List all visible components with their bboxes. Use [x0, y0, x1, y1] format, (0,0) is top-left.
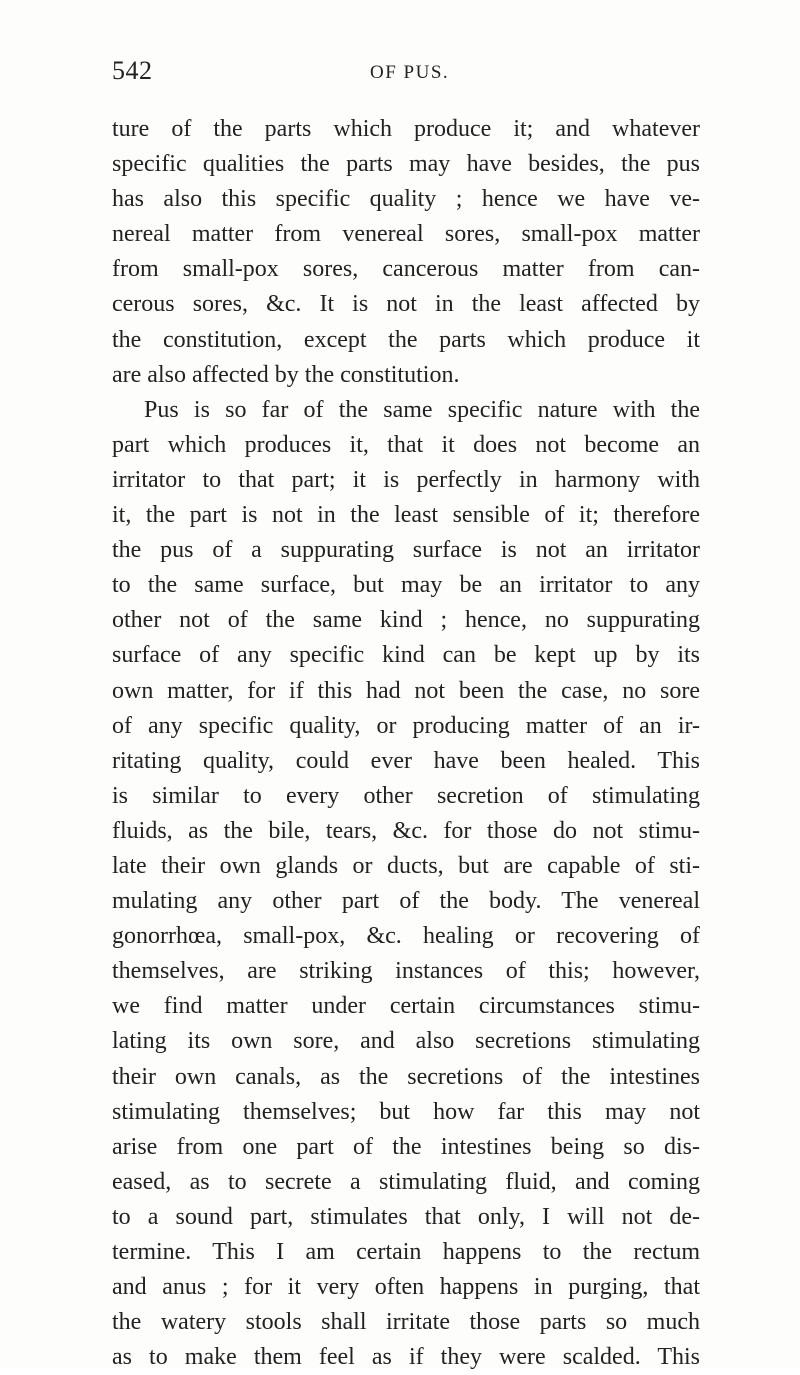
text-line: mulating any other part of the body. The venereal — [112, 888, 700, 915]
text-line: own matter, for if this had not been the case, no sore — [112, 677, 700, 704]
text-line: is similar to every other secretion of stimulating — [112, 782, 700, 809]
text-line: nereal matter from venereal sores, small-pox matter — [112, 221, 700, 248]
text-line: to the same surface, but may be an irritator to any — [112, 572, 700, 599]
text-line: part which produces it, that it does not become an — [112, 431, 700, 458]
text-line: has also this specific quality ; hence we have ve- — [112, 186, 700, 213]
text-line: it, the part is not in the least sensible of it; therefore — [112, 502, 700, 529]
text-line: ritating quality, could ever have been healed. This — [112, 747, 700, 774]
text-line: termine. This I am certain happens to the rectum — [112, 1239, 700, 1265]
text-line: arise from one part of the intestines being so dis- — [112, 1133, 700, 1160]
text-line: to a sound part, stimulates that only, I will not de- — [112, 1203, 700, 1230]
text-line: from small-pox sores, cancerous matter from can- — [112, 256, 700, 283]
text-line: of any specific quality, or producing matter of an ir- — [112, 712, 700, 739]
text-line: Pus is so far of the same specific nature with the — [144, 396, 700, 423]
text-line: stimulating themselves; but how far this may not — [112, 1098, 700, 1125]
body-text — [112, 112, 700, 1375]
text-line: the pus of a suppurating surface is not an irritator — [112, 537, 700, 564]
text-line: the constitution, except the parts which produce it — [112, 326, 700, 353]
text-line: late their own glands or ducts, but are capable of sti- — [112, 852, 700, 879]
running-head — [112, 56, 697, 96]
text-line: other not of the same kind ; hence, no suppurating — [112, 607, 700, 634]
text-line: irritator to that part; it is perfectly in harmony with — [112, 466, 700, 493]
text-line: fluids, as the bile, tears, &c. for those do not stimu- — [112, 817, 700, 844]
text-line: specific qualities the parts may have besides, the pus — [112, 151, 700, 178]
text-line: lating its own sore, and also secretions stimulating — [112, 1028, 700, 1055]
text-line: gonorrhœa, small-pox, &c. healing or recovering of — [112, 923, 700, 950]
running-title: OF PUS. — [370, 62, 450, 83]
text-line: the watery stools shall irritate those parts so much — [112, 1309, 700, 1336]
text-line: cerous sores, &c. It is not in the least affected by — [112, 291, 700, 318]
text-line: surface of any specific kind can be kept up by its — [112, 642, 700, 669]
text-line: we find matter under certain circumstances stimu- — [112, 993, 700, 1020]
page-number: 542 — [112, 56, 153, 85]
text-line: eased, as to secrete a stimulating fluid, and coming — [112, 1168, 700, 1195]
text-line: and anus ; for it very often happens in purging, that — [112, 1274, 700, 1301]
text-line: their own canals, as the secretions of the intestines — [112, 1063, 700, 1090]
text-line: themselves, are striking instances of this; however, — [112, 958, 700, 985]
text-line: as to make them feel as if they were scalded. This — [112, 1344, 700, 1371]
text-line: are also affected by the constitution. — [112, 361, 460, 388]
text-line: ture of the parts which produce it; and whatever — [112, 116, 700, 142]
